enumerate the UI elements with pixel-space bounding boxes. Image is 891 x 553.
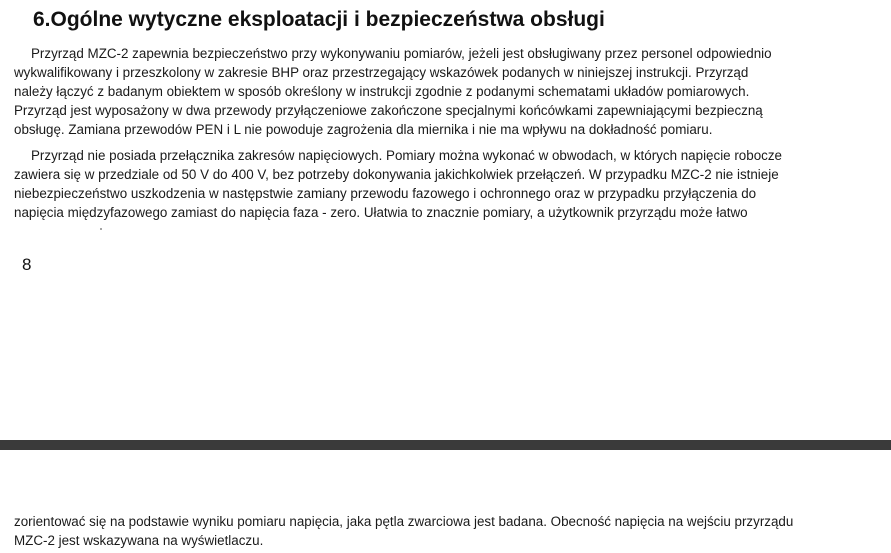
page-number: 8: [22, 255, 32, 274]
text-line: MZC-2 jest wskazywana na wyświetlaczu.: [14, 533, 264, 548]
section-heading: 6.Ogólne wytyczne eksploatacji i bezpieczeństwa obsługi: [33, 8, 605, 31]
page-bottom: [0, 450, 891, 553]
paragraph-continuation: [14, 512, 876, 550]
text-line: zawiera się w przedziale od 50 V do 400 V, bez potrzeby dokonywania jakichkolwiek przełączeń. W przypadku MZC-2 nie istnieje: [14, 167, 779, 182]
text-line: obsługę. Zamiana przewodów PEN i L nie powoduje zagrożenia dla miernika i nie ma wpływu na dokładność pomiaru.: [14, 122, 713, 137]
paragraph-voltage-ranges: [14, 146, 876, 222]
scan-speck: [100, 228, 102, 230]
text-line: Przyrząd MZC-2 zapewnia bezpieczeństwo przy wykonywaniu pomiarów, jeżeli jest obsługiwany przez personel odpowiednio: [31, 46, 772, 61]
text-line: należy łączyć z badanym obiektem w sposób określony w instrukcji zgodnie z podanymi schematami układów pomiarowych.: [14, 84, 750, 99]
page-divider: [0, 440, 891, 450]
paragraph-safety-intro: [14, 44, 876, 139]
text-line: zorientować się na podstawie wyniku pomiaru napięcia, jaka pętla zwarciowa jest badana. Obecność napięcia na wejściu przyrządu: [14, 514, 794, 529]
text-line: napięcia międzyfazowego zamiast do napięcia faza - zero. Ułatwia to znacznie pomiary, a użytkownik przyrządu może łatwo: [14, 205, 748, 220]
text-line: Przyrząd nie posiada przełącznika zakresów napięciowych. Pomiary można wykonać w obwodach, w których napięcie robocze: [31, 148, 782, 163]
text-line: niebezpieczeństwo uszkodzenia w następstwie zamiany przewodu fazowego i ochronnego oraz w przypadku przyłączenia do: [14, 186, 757, 201]
text-line: Przyrząd jest wyposażony w dwa przewody przyłączeniowe zakończone specjalnymi końcówkami zapewniającymi bezpieczną: [14, 103, 763, 118]
text-line: wykwalifikowany i przeszkolony w zakresie BHP oraz przestrzegający wskazówek podanych w niniejszej instrukcji. Przyrząd: [14, 65, 749, 80]
